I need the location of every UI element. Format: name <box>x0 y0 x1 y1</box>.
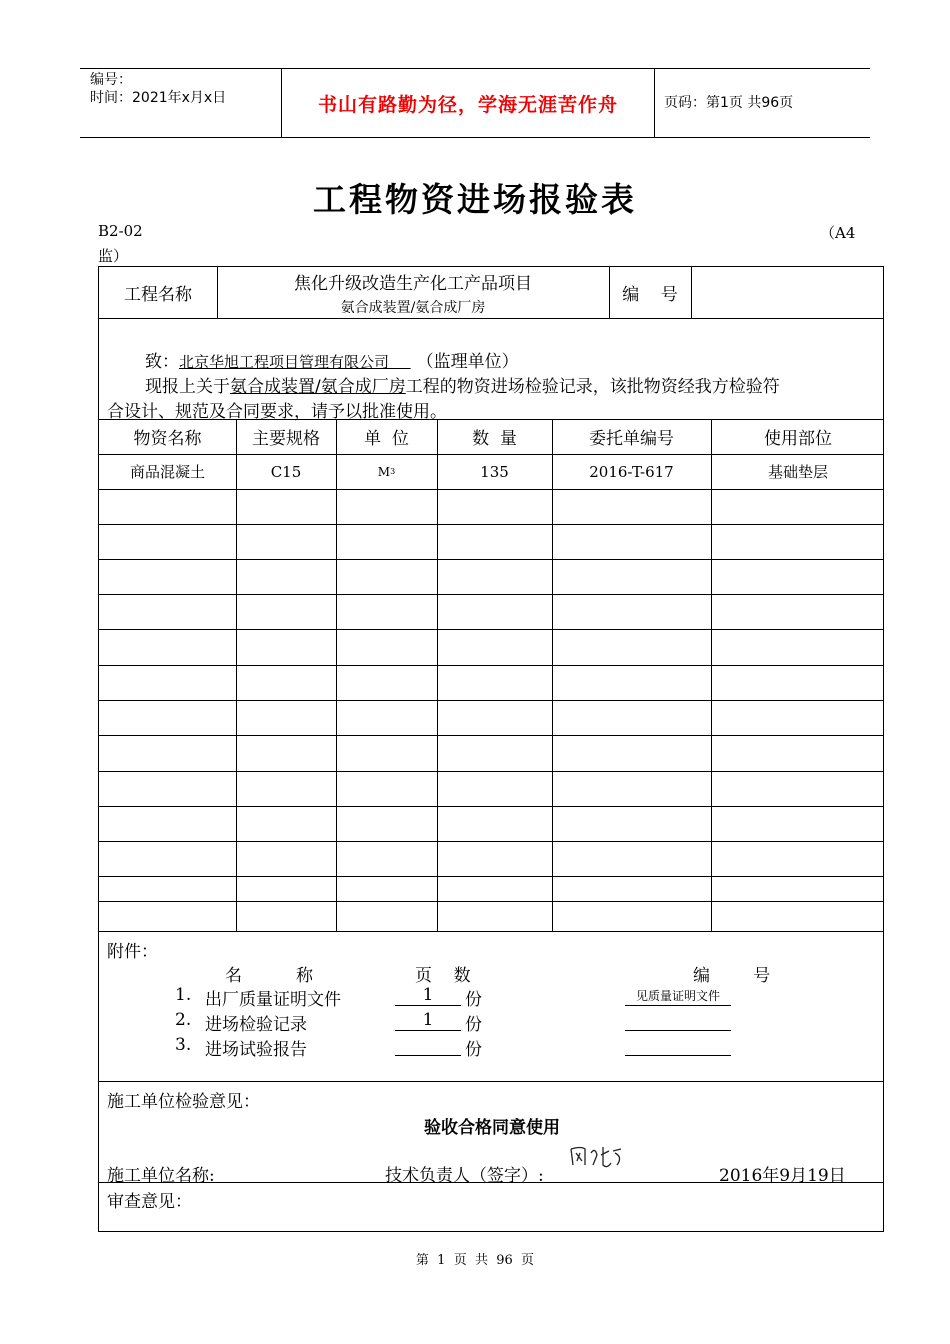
form-code: B2-02 <box>98 222 143 240</box>
header-page-info: 页码：第1页 共96页 <box>664 95 794 111</box>
notice-to-suffix: （监理单位） <box>416 352 519 372</box>
attachment-pages: 1 <box>395 1010 461 1031</box>
header-code-label: 编号： <box>90 72 132 88</box>
table-header-cell: 主要规格 <box>252 429 320 449</box>
notice-line2 <box>145 372 780 397</box>
notice-line2-prefix: 现报上关于 <box>145 377 230 397</box>
construction-date: 2016年9月19日 <box>719 1166 846 1186</box>
inspection-form <box>98 266 884 1232</box>
table-cell: 基础垫层 <box>767 463 828 481</box>
attachments-col-name: 名 称 <box>225 966 314 986</box>
header-strip <box>80 68 870 138</box>
attachment-number: 见质量证明文件 <box>625 985 731 1006</box>
attachments-col-number: 编 号 <box>693 966 771 986</box>
attachments-col-pages: 页 数 <box>415 966 471 986</box>
construction-opinion-label: 施工单位检验意见： <box>107 1092 260 1112</box>
notice-line2-rest: 工程的物资进场检验记录，该批物资经我方检验符 <box>405 377 780 397</box>
number-label: 编 号 <box>622 285 678 305</box>
form-type-part2: 监） <box>98 247 129 265</box>
attachment-index: 1. <box>175 985 192 1005</box>
header-motto: 书山有路勤为径，学海无涯苦作舟 <box>317 93 618 116</box>
table-header-cell: 数 量 <box>472 429 517 449</box>
notice-to-prefix: 致： <box>145 352 179 372</box>
table-cell: C15 <box>270 462 302 481</box>
table-cell: M 3 <box>377 464 396 479</box>
project-name-line1: 焦化升级改造生产化工产品项目 <box>294 273 532 294</box>
header-motto-cell <box>281 69 655 137</box>
table-cell: 商品混凝土 <box>129 463 205 481</box>
form-type-part1: （A4 <box>820 224 856 242</box>
attachment-name: 出厂质量证明文件 <box>205 990 341 1010</box>
notice-line3: 合设计、规范及合同要求，请予以批准使用。 <box>107 402 447 422</box>
attachment-pages <box>395 1035 461 1056</box>
notice-line2-project: 氨合成装置/氨合成厂房 <box>230 377 406 397</box>
notice-to-unit: 北京华旭工程项目管理有限公司 <box>179 353 390 371</box>
handwritten-signature <box>567 1143 627 1175</box>
attachment-index: 2. <box>175 1010 192 1030</box>
attachment-index: 3. <box>175 1035 192 1055</box>
attachment-unit: 份 <box>465 990 482 1010</box>
attachment-number <box>625 1035 731 1056</box>
project-name-cell <box>217 267 609 318</box>
number-value <box>691 267 883 318</box>
table-header-cell: 委托单编号 <box>589 429 674 449</box>
table-cell: 135 <box>480 462 509 481</box>
table-cell: 2016-T-617 <box>589 462 674 481</box>
attachment-name: 进场试验报告 <box>205 1040 307 1060</box>
attachment-unit: 份 <box>465 1015 482 1035</box>
project-label: 工程名称 <box>124 285 192 305</box>
attachment-name: 进场检验记录 <box>205 1015 307 1035</box>
table-header-cell: 物资名称 <box>133 429 202 449</box>
header-meta <box>80 69 281 137</box>
attachment-number <box>625 1010 731 1031</box>
project-name-line2: 氨合成装置/氨合成厂房 <box>340 299 486 316</box>
review-label: 审查意见： <box>107 1192 192 1212</box>
header-time-label: 时间：2021年x月x日 <box>90 90 227 106</box>
construction-unit-name-label: 施工单位名称: <box>107 1166 215 1186</box>
tech-lead-label: 技术负责人（签字）: <box>385 1166 544 1186</box>
construction-opinion-text: 验收合格同意使用 <box>424 1118 560 1138</box>
notice-line1 <box>145 347 519 372</box>
document-title: 工程物资进场报验表 <box>313 180 637 219</box>
table-header-cell: 使用部位 <box>764 429 832 449</box>
footer-page: 第 1 页 共 96 页 <box>415 1253 535 1268</box>
attachment-unit: 份 <box>465 1040 482 1060</box>
table-header-cell: 单 位 <box>364 429 409 449</box>
attachment-pages: 1 <box>395 985 461 1006</box>
attachments-label: 附件： <box>107 942 158 962</box>
